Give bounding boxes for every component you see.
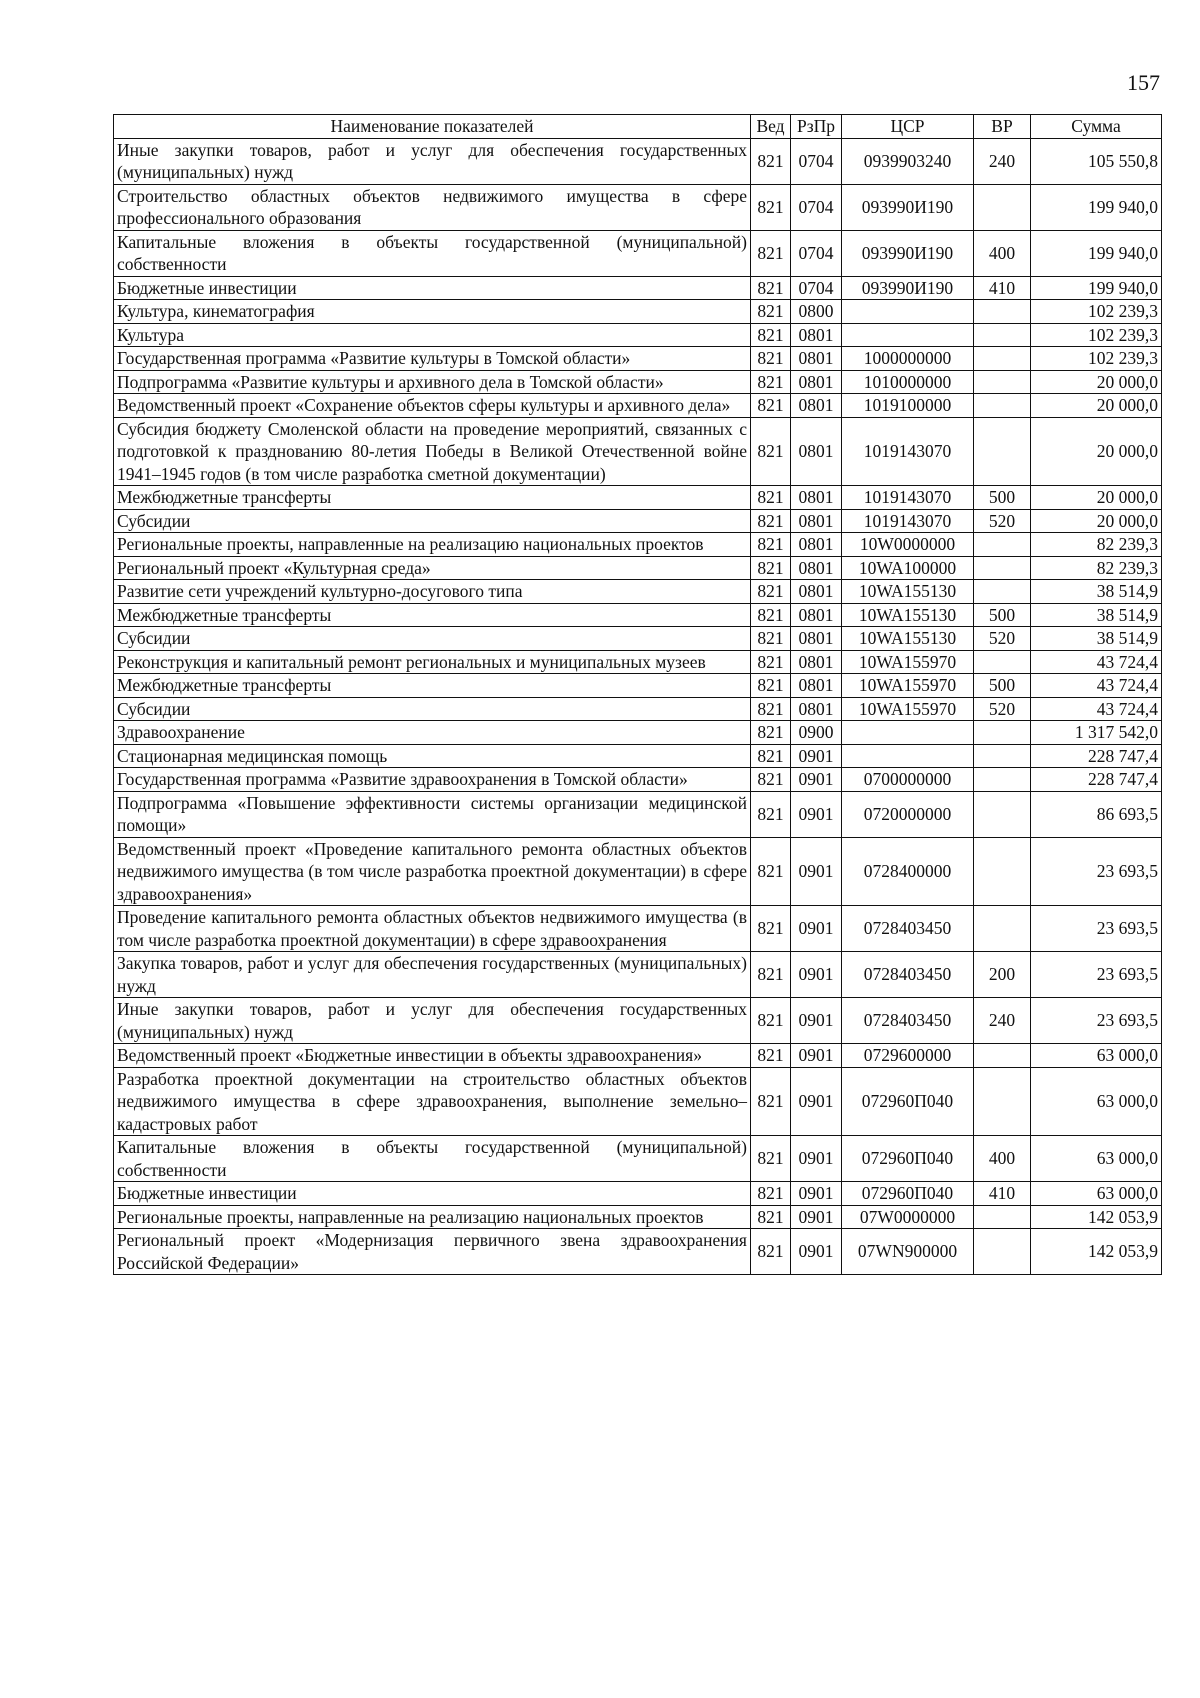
row-sum: 23 693,5 [1031, 906, 1162, 952]
row-rzpr: 0801 [791, 697, 842, 721]
row-csr: 1019143070 [842, 486, 974, 510]
row-ved: 821 [751, 721, 791, 745]
table-row [114, 417, 1162, 486]
header-csr: ЦСР [842, 115, 974, 139]
page-number: 157 [1127, 70, 1160, 95]
row-ved: 821 [751, 1205, 791, 1229]
table-row [114, 1229, 1162, 1275]
table-row [114, 837, 1162, 906]
row-csr: 10W0000000 [842, 533, 974, 557]
row-vr [974, 721, 1031, 745]
row-name: Межбюджетные трансферты [114, 674, 751, 698]
row-vr [974, 533, 1031, 557]
row-name: Подпрограмма «Повышение эффективности системы организации медицинской помощи» [114, 791, 751, 837]
row-name: Субсидии [114, 627, 751, 651]
row-ved: 821 [751, 1136, 791, 1182]
table-row [114, 674, 1162, 698]
row-rzpr: 0801 [791, 509, 842, 533]
row-vr: 410 [974, 1182, 1031, 1206]
row-sum: 86 693,5 [1031, 791, 1162, 837]
row-rzpr: 0704 [791, 138, 842, 184]
table-row [114, 952, 1162, 998]
row-vr [974, 184, 1031, 230]
row-sum: 63 000,0 [1031, 1044, 1162, 1068]
table-row [114, 998, 1162, 1044]
table-row [114, 1136, 1162, 1182]
table-row [114, 650, 1162, 674]
row-ved: 821 [751, 417, 791, 486]
header-vr: ВР [974, 115, 1031, 139]
row-sum: 20 000,0 [1031, 370, 1162, 394]
row-csr [842, 744, 974, 768]
row-ved: 821 [751, 627, 791, 651]
row-ved: 821 [751, 768, 791, 792]
row-vr: 500 [974, 486, 1031, 510]
row-name: Проведение капитального ремонта областных объектов недвижимого имущества (в том числе разработка проектной документации) в сфере здравоохранения [114, 906, 751, 952]
row-name: Культура [114, 323, 751, 347]
row-vr: 500 [974, 674, 1031, 698]
row-csr: 10WA155130 [842, 580, 974, 604]
header-ved: Вед [751, 115, 791, 139]
row-ved: 821 [751, 603, 791, 627]
row-name: Иные закупки товаров, работ и услуг для обеспечения государственных (муниципальных) нужд [114, 998, 751, 1044]
row-rzpr: 0901 [791, 1136, 842, 1182]
row-csr: 0729600000 [842, 1044, 974, 1068]
row-rzpr: 0901 [791, 906, 842, 952]
row-csr: 10WA155970 [842, 697, 974, 721]
row-csr: 07W0000000 [842, 1205, 974, 1229]
table-row [114, 603, 1162, 627]
row-name: Межбюджетные трансферты [114, 486, 751, 510]
row-vr [974, 650, 1031, 674]
row-rzpr: 0801 [791, 627, 842, 651]
row-csr: 0728403450 [842, 906, 974, 952]
row-sum: 102 239,3 [1031, 300, 1162, 324]
row-csr: 0728403450 [842, 952, 974, 998]
table-row [114, 394, 1162, 418]
row-rzpr: 0900 [791, 721, 842, 745]
row-name: Реконструкция и капитальный ремонт региональных и муниципальных музеев [114, 650, 751, 674]
row-name: Стационарная медицинская помощь [114, 744, 751, 768]
row-vr: 400 [974, 230, 1031, 276]
row-ved: 821 [751, 674, 791, 698]
row-name: Региональный проект «Культурная среда» [114, 556, 751, 580]
row-sum: 20 000,0 [1031, 509, 1162, 533]
row-rzpr: 0801 [791, 486, 842, 510]
row-name: Развитие сети учреждений культурно-досугового типа [114, 580, 751, 604]
table-row [114, 580, 1162, 604]
row-sum: 199 940,0 [1031, 230, 1162, 276]
table-row [114, 721, 1162, 745]
row-ved: 821 [751, 394, 791, 418]
row-ved: 821 [751, 300, 791, 324]
row-sum: 43 724,4 [1031, 697, 1162, 721]
row-vr [974, 580, 1031, 604]
row-vr: 400 [974, 1136, 1031, 1182]
row-ved: 821 [751, 1182, 791, 1206]
row-ved: 821 [751, 486, 791, 510]
row-name: Строительство областных объектов недвижимого имущества в сфере профессионального образования [114, 184, 751, 230]
table-row [114, 1044, 1162, 1068]
row-ved: 821 [751, 138, 791, 184]
row-vr [974, 1067, 1031, 1136]
row-csr: 1019143070 [842, 417, 974, 486]
row-name: Бюджетные инвестиции [114, 276, 751, 300]
table-row [114, 370, 1162, 394]
row-ved: 821 [751, 533, 791, 557]
row-name: Капитальные вложения в объекты государственной (муниципальной) собственности [114, 1136, 751, 1182]
row-sum: 43 724,4 [1031, 674, 1162, 698]
row-name: Культура, кинематография [114, 300, 751, 324]
table-row [114, 184, 1162, 230]
row-csr: 10WA155130 [842, 603, 974, 627]
table-body [114, 138, 1162, 1275]
row-csr [842, 323, 974, 347]
row-ved: 821 [751, 650, 791, 674]
row-vr [974, 1044, 1031, 1068]
table-row [114, 230, 1162, 276]
row-ved: 821 [751, 580, 791, 604]
table-row [114, 627, 1162, 651]
row-ved: 821 [751, 276, 791, 300]
row-rzpr: 0801 [791, 603, 842, 627]
row-name: Подпрограмма «Развитие культуры и архивного дела в Томской области» [114, 370, 751, 394]
row-csr: 093990И190 [842, 184, 974, 230]
budget-table [113, 114, 1162, 1275]
row-sum: 23 693,5 [1031, 952, 1162, 998]
row-ved: 821 [751, 230, 791, 276]
row-sum: 142 053,9 [1031, 1205, 1162, 1229]
table-row [114, 347, 1162, 371]
row-sum: 1 317 542,0 [1031, 721, 1162, 745]
table-row [114, 744, 1162, 768]
row-vr: 520 [974, 697, 1031, 721]
row-ved: 821 [751, 370, 791, 394]
row-ved: 821 [751, 1044, 791, 1068]
row-rzpr: 0901 [791, 791, 842, 837]
row-csr: 1019100000 [842, 394, 974, 418]
row-sum: 63 000,0 [1031, 1182, 1162, 1206]
row-vr [974, 300, 1031, 324]
row-sum: 23 693,5 [1031, 837, 1162, 906]
row-vr: 240 [974, 998, 1031, 1044]
row-rzpr: 0801 [791, 394, 842, 418]
table-row [114, 556, 1162, 580]
row-vr [974, 768, 1031, 792]
row-name: Межбюджетные трансферты [114, 603, 751, 627]
row-sum: 20 000,0 [1031, 486, 1162, 510]
row-rzpr: 0801 [791, 556, 842, 580]
row-sum: 38 514,9 [1031, 627, 1162, 651]
row-ved: 821 [751, 556, 791, 580]
table-row [114, 906, 1162, 952]
row-sum: 82 239,3 [1031, 533, 1162, 557]
row-ved: 821 [751, 998, 791, 1044]
row-csr: 10WA155130 [842, 627, 974, 651]
row-vr: 520 [974, 627, 1031, 651]
row-sum: 20 000,0 [1031, 394, 1162, 418]
row-vr: 410 [974, 276, 1031, 300]
row-vr: 200 [974, 952, 1031, 998]
row-name: Ведомственный проект «Проведение капитального ремонта областных объектов недвижимого имущества (в том числе разработка проектной документации) в сфере здравоохранения» [114, 837, 751, 906]
row-csr: 1010000000 [842, 370, 974, 394]
row-name: Капитальные вложения в объекты государственной (муниципальной) собственности [114, 230, 751, 276]
row-name: Субсидии [114, 697, 751, 721]
row-name: Закупка товаров, работ и услуг для обеспечения государственных (муниципальных) нужд [114, 952, 751, 998]
row-name: Иные закупки товаров, работ и услуг для обеспечения государственных (муниципальных) нужд [114, 138, 751, 184]
row-rzpr: 0901 [791, 837, 842, 906]
row-rzpr: 0901 [791, 1229, 842, 1275]
table-row [114, 276, 1162, 300]
row-rzpr: 0901 [791, 1067, 842, 1136]
row-name: Разработка проектной документации на строительство областных объектов недвижимого имущества в сфере здравоохранения, выполнение земельно–кадастровых работ [114, 1067, 751, 1136]
row-name: Ведомственный проект «Сохранение объектов сферы культуры и архивного дела» [114, 394, 751, 418]
table-row [114, 300, 1162, 324]
row-ved: 821 [751, 837, 791, 906]
row-name: Государственная программа «Развитие культуры в Томской области» [114, 347, 751, 371]
row-rzpr: 0901 [791, 952, 842, 998]
row-rzpr: 0801 [791, 417, 842, 486]
table-row [114, 1182, 1162, 1206]
row-vr: 520 [974, 509, 1031, 533]
row-csr: 072960П040 [842, 1182, 974, 1206]
row-ved: 821 [751, 347, 791, 371]
row-name: Региональные проекты, направленные на реализацию национальных проектов [114, 533, 751, 557]
row-rzpr: 0704 [791, 184, 842, 230]
row-csr: 093990И190 [842, 276, 974, 300]
row-name: Региональные проекты, направленные на реализацию национальных проектов [114, 1205, 751, 1229]
row-rzpr: 0801 [791, 650, 842, 674]
row-vr [974, 906, 1031, 952]
row-rzpr: 0901 [791, 1205, 842, 1229]
row-vr [974, 1229, 1031, 1275]
row-sum: 38 514,9 [1031, 603, 1162, 627]
row-sum: 23 693,5 [1031, 998, 1162, 1044]
row-csr [842, 721, 974, 745]
row-ved: 821 [751, 509, 791, 533]
table-row [114, 791, 1162, 837]
row-sum: 105 550,8 [1031, 138, 1162, 184]
row-vr [974, 556, 1031, 580]
row-vr [974, 323, 1031, 347]
row-rzpr: 0801 [791, 323, 842, 347]
row-ved: 821 [751, 323, 791, 347]
row-vr [974, 417, 1031, 486]
row-rzpr: 0801 [791, 533, 842, 557]
row-csr: 10WA155970 [842, 674, 974, 698]
row-rzpr: 0800 [791, 300, 842, 324]
row-sum: 199 940,0 [1031, 276, 1162, 300]
header-name: Наименование показателей [114, 115, 751, 139]
header-sum: Сумма [1031, 115, 1162, 139]
row-vr [974, 791, 1031, 837]
row-ved: 821 [751, 791, 791, 837]
table-row [114, 533, 1162, 557]
row-rzpr: 0801 [791, 580, 842, 604]
row-rzpr: 0801 [791, 674, 842, 698]
row-sum: 38 514,9 [1031, 580, 1162, 604]
row-csr: 0939903240 [842, 138, 974, 184]
row-name: Бюджетные инвестиции [114, 1182, 751, 1206]
row-ved: 821 [751, 1067, 791, 1136]
row-csr: 1000000000 [842, 347, 974, 371]
row-sum: 63 000,0 [1031, 1067, 1162, 1136]
row-sum: 228 747,4 [1031, 744, 1162, 768]
row-ved: 821 [751, 744, 791, 768]
table-row [114, 697, 1162, 721]
row-vr [974, 347, 1031, 371]
row-rzpr: 0901 [791, 1182, 842, 1206]
row-name: Государственная программа «Развитие здравоохранения в Томской области» [114, 768, 751, 792]
table-row [114, 768, 1162, 792]
header-rzpr: РзПр [791, 115, 842, 139]
row-rzpr: 0801 [791, 347, 842, 371]
row-vr [974, 837, 1031, 906]
row-csr: 07WN900000 [842, 1229, 974, 1275]
table-row [114, 509, 1162, 533]
row-rzpr: 0901 [791, 744, 842, 768]
row-sum: 63 000,0 [1031, 1136, 1162, 1182]
row-ved: 821 [751, 697, 791, 721]
row-name: Субсидия бюджету Смоленской области на проведение мероприятий, связанных с подготовкой к празднованию 80-летия Победы в Великой Отечественной войне 1941–1945 годов (в том числе разработка сметной документации) [114, 417, 751, 486]
table-row [114, 1205, 1162, 1229]
row-csr: 072960П040 [842, 1136, 974, 1182]
row-vr: 240 [974, 138, 1031, 184]
row-vr [974, 370, 1031, 394]
row-vr [974, 1205, 1031, 1229]
table-row [114, 323, 1162, 347]
row-rzpr: 0801 [791, 370, 842, 394]
row-csr: 10WA155970 [842, 650, 974, 674]
row-ved: 821 [751, 184, 791, 230]
row-sum: 102 239,3 [1031, 323, 1162, 347]
row-sum: 199 940,0 [1031, 184, 1162, 230]
row-sum: 20 000,0 [1031, 417, 1162, 486]
row-vr: 500 [974, 603, 1031, 627]
row-ved: 821 [751, 1229, 791, 1275]
row-rzpr: 0901 [791, 998, 842, 1044]
row-vr [974, 744, 1031, 768]
row-rzpr: 0901 [791, 1044, 842, 1068]
row-sum: 102 239,3 [1031, 347, 1162, 371]
row-rzpr: 0901 [791, 768, 842, 792]
row-name: Региональный проект «Модернизация первичного звена здравоохранения Российской Федерации» [114, 1229, 751, 1275]
row-csr: 0700000000 [842, 768, 974, 792]
row-rzpr: 0704 [791, 230, 842, 276]
row-csr: 10WA100000 [842, 556, 974, 580]
row-rzpr: 0704 [791, 276, 842, 300]
row-csr: 0720000000 [842, 791, 974, 837]
row-csr [842, 300, 974, 324]
table-row [114, 486, 1162, 510]
row-csr: 1019143070 [842, 509, 974, 533]
row-sum: 142 053,9 [1031, 1229, 1162, 1275]
row-name: Ведомственный проект «Бюджетные инвестиции в объекты здравоохранения» [114, 1044, 751, 1068]
table-header-row [114, 115, 1162, 139]
row-sum: 82 239,3 [1031, 556, 1162, 580]
table-row [114, 138, 1162, 184]
table-row [114, 1067, 1162, 1136]
row-csr: 0728400000 [842, 837, 974, 906]
row-vr [974, 394, 1031, 418]
row-csr: 0728403450 [842, 998, 974, 1044]
row-ved: 821 [751, 906, 791, 952]
row-name: Субсидии [114, 509, 751, 533]
row-name: Здравоохранение [114, 721, 751, 745]
row-sum: 228 747,4 [1031, 768, 1162, 792]
row-csr: 093990И190 [842, 230, 974, 276]
row-ved: 821 [751, 952, 791, 998]
row-csr: 072960П040 [842, 1067, 974, 1136]
row-sum: 43 724,4 [1031, 650, 1162, 674]
